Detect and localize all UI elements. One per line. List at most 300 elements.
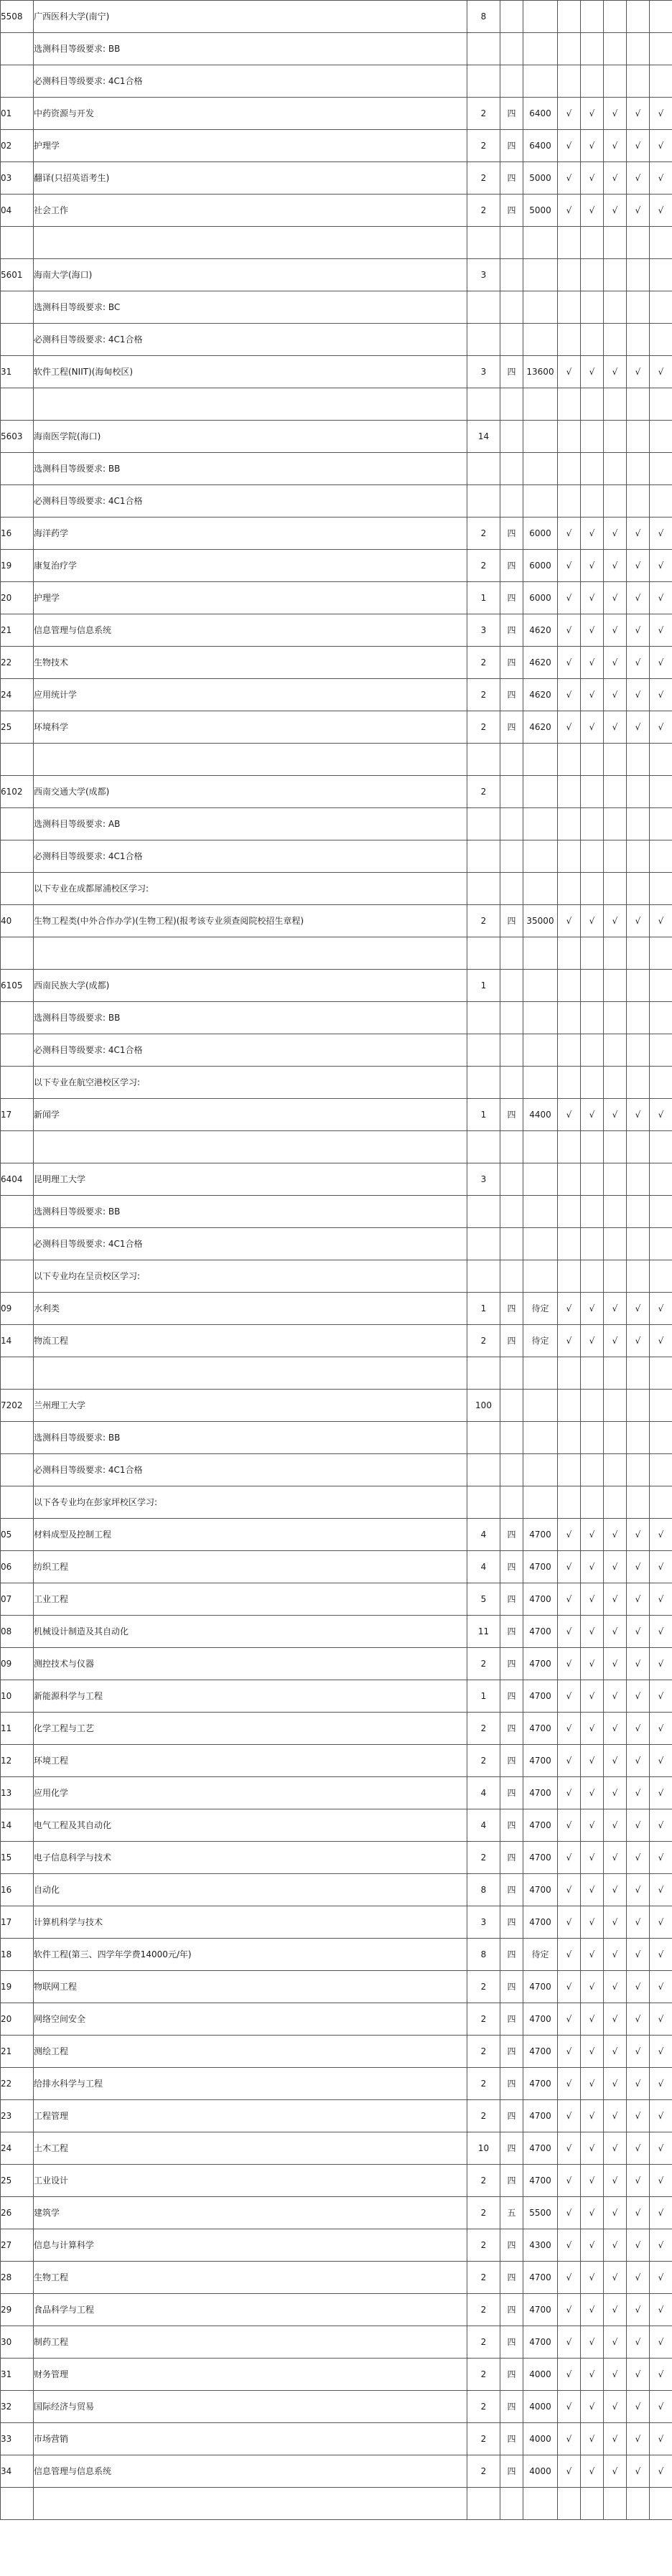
row-check-cell: √ [558, 711, 581, 744]
row-check-cell [650, 291, 672, 324]
row-check-cell: √ [650, 1745, 672, 1777]
table-row [1, 679, 672, 711]
row-check-cell: √ [627, 2326, 650, 2359]
row-check-cell [558, 808, 581, 840]
row-check-cell: √ [650, 195, 672, 227]
row-code-cell [1, 1196, 34, 1228]
row-check-cell: √ [650, 2165, 672, 2197]
table-row [1, 1777, 672, 1809]
row-plan-count-cell: 2 [467, 2294, 500, 2326]
row-plan-count-cell [467, 453, 500, 485]
row-check-cell: √ [604, 2197, 627, 2229]
row-name-cell: 新能源科学与工程 [34, 1680, 467, 1713]
table-row [1, 873, 672, 905]
row-check-cell: √ [558, 1971, 581, 2003]
row-plan-count-cell: 1 [467, 1293, 500, 1325]
row-check-cell [558, 1002, 581, 1034]
row-check-cell: √ [581, 2294, 604, 2326]
row-check-cell: √ [650, 1939, 672, 1971]
row-name-cell: 必测科目等级要求: 4C1合格 [34, 65, 467, 98]
row-name-cell: 西南民族大学(成都) [34, 970, 467, 1002]
row-check-cell [581, 1163, 604, 1196]
row-check-cell [604, 744, 627, 776]
row-check-cell: √ [558, 2197, 581, 2229]
row-check-cell [558, 1, 581, 33]
row-check-cell: √ [650, 1809, 672, 1842]
row-check-cell [627, 1422, 650, 1454]
row-check-cell: √ [581, 2455, 604, 2488]
row-check-cell: √ [650, 2423, 672, 2455]
row-years-cell: 四 [500, 1874, 523, 1906]
row-plan-count-cell [467, 1357, 500, 1390]
row-check-cell: √ [581, 1551, 604, 1583]
row-code-cell: 5603 [1, 421, 34, 453]
row-name-cell: 工业设计 [34, 2165, 467, 2197]
row-years-cell [500, 33, 523, 65]
row-plan-count-cell: 2 [467, 2326, 500, 2359]
row-check-cell: √ [604, 711, 627, 744]
row-fee-cell [523, 65, 558, 98]
row-name-cell: 市场营销 [34, 2423, 467, 2455]
table-row [1, 2326, 672, 2359]
row-check-cell [558, 1486, 581, 1519]
row-check-cell: √ [604, 1583, 627, 1616]
row-code-cell: 14 [1, 1809, 34, 1842]
row-code-cell: 17 [1, 1099, 34, 1131]
row-plan-count-cell [467, 937, 500, 970]
row-check-cell: √ [604, 679, 627, 711]
row-code-cell: 15 [1, 1842, 34, 1874]
row-check-cell: √ [604, 1906, 627, 1939]
table-row [1, 1131, 672, 1163]
row-years-cell [500, 1260, 523, 1293]
table-row [1, 33, 672, 65]
row-name-cell: 软件工程(NIIT)(海甸校区) [34, 356, 467, 388]
row-fee-cell [523, 259, 558, 291]
row-plan-count-cell: 2 [467, 1325, 500, 1357]
row-check-cell: √ [558, 614, 581, 647]
row-check-cell: √ [581, 1939, 604, 1971]
row-plan-count-cell: 2 [467, 1713, 500, 1745]
row-plan-count-cell [467, 1034, 500, 1067]
row-plan-count-cell: 4 [467, 1519, 500, 1551]
row-check-cell [558, 744, 581, 776]
row-years-cell: 四 [500, 1906, 523, 1939]
row-fee-cell [523, 227, 558, 259]
row-fee-cell: 4400 [523, 1099, 558, 1131]
row-fee-cell [523, 1034, 558, 1067]
row-check-cell [604, 1196, 627, 1228]
row-check-cell: √ [581, 1519, 604, 1551]
row-code-cell [1, 1067, 34, 1099]
row-fee-cell: 4000 [523, 2391, 558, 2423]
row-check-cell: √ [558, 130, 581, 162]
row-check-cell: √ [558, 905, 581, 937]
row-check-cell: √ [604, 1842, 627, 1874]
row-years-cell: 四 [500, 2100, 523, 2132]
row-check-cell [650, 1422, 672, 1454]
row-years-cell: 五 [500, 2197, 523, 2229]
row-check-cell: √ [581, 2132, 604, 2165]
row-check-cell [558, 840, 581, 873]
row-check-cell: √ [558, 1939, 581, 1971]
row-check-cell [627, 1034, 650, 1067]
row-check-cell [650, 33, 672, 65]
row-plan-count-cell: 2 [467, 1648, 500, 1680]
row-name-cell: 应用化学 [34, 1777, 467, 1809]
row-check-cell [650, 388, 672, 421]
row-fee-cell [523, 808, 558, 840]
row-check-cell [558, 1163, 581, 1196]
row-check-cell: √ [604, 1745, 627, 1777]
row-check-cell [604, 1163, 627, 1196]
row-check-cell: √ [627, 1906, 650, 1939]
row-code-cell [1, 227, 34, 259]
row-check-cell [627, 1163, 650, 1196]
table-row [1, 1454, 672, 1486]
row-name-cell [34, 744, 467, 776]
row-check-cell [604, 1067, 627, 1099]
row-code-cell [1, 388, 34, 421]
row-name-cell [34, 1131, 467, 1163]
row-check-cell: √ [650, 582, 672, 614]
row-check-cell: √ [650, 550, 672, 582]
row-code-cell: 21 [1, 2036, 34, 2068]
row-plan-count-cell: 1 [467, 1099, 500, 1131]
row-check-cell: √ [627, 1325, 650, 1357]
row-fee-cell: 6400 [523, 130, 558, 162]
row-fee-cell [523, 388, 558, 421]
table-row [1, 356, 672, 388]
row-check-cell: √ [604, 1616, 627, 1648]
row-fee-cell [523, 744, 558, 776]
row-check-cell: √ [650, 1713, 672, 1745]
row-code-cell: 22 [1, 2068, 34, 2100]
row-check-cell [581, 324, 604, 356]
row-code-cell [1, 808, 34, 840]
table-row [1, 1616, 672, 1648]
row-plan-count-cell: 2 [467, 2359, 500, 2391]
row-check-cell: √ [581, 98, 604, 130]
row-check-cell [581, 1, 604, 33]
row-check-cell: √ [604, 517, 627, 550]
row-check-cell [558, 1196, 581, 1228]
row-check-cell: √ [650, 2003, 672, 2036]
row-fee-cell [523, 2488, 558, 2520]
row-name-cell: 以下专业在航空港校区学习: [34, 1067, 467, 1099]
row-code-cell: 34 [1, 2455, 34, 2488]
row-code-cell: 24 [1, 679, 34, 711]
row-code-cell [1, 291, 34, 324]
row-plan-count-cell [467, 808, 500, 840]
row-check-cell: √ [604, 2391, 627, 2423]
table-row [1, 1486, 672, 1519]
row-check-cell: √ [558, 2100, 581, 2132]
row-fee-cell: 4700 [523, 2132, 558, 2165]
row-check-cell [558, 1454, 581, 1486]
row-name-cell: 海南大学(海口) [34, 259, 467, 291]
row-check-cell: √ [558, 1906, 581, 1939]
row-fee-cell [523, 1228, 558, 1260]
row-check-cell: √ [581, 195, 604, 227]
row-plan-count-cell: 3 [467, 259, 500, 291]
row-years-cell [500, 1196, 523, 1228]
row-check-cell [581, 259, 604, 291]
row-plan-count-cell: 2 [467, 711, 500, 744]
row-code-cell [1, 65, 34, 98]
row-check-cell [581, 1486, 604, 1519]
row-check-cell [558, 873, 581, 905]
row-check-cell [558, 453, 581, 485]
row-check-cell: √ [650, 1616, 672, 1648]
row-fee-cell: 4000 [523, 2423, 558, 2455]
row-check-cell [581, 776, 604, 808]
row-check-cell: √ [558, 2326, 581, 2359]
table-row [1, 195, 672, 227]
row-check-cell [604, 421, 627, 453]
row-check-cell: √ [558, 1809, 581, 1842]
row-check-cell: √ [581, 1325, 604, 1357]
row-check-cell: √ [558, 2165, 581, 2197]
row-code-cell: 19 [1, 1971, 34, 2003]
row-check-cell [650, 453, 672, 485]
row-plan-count-cell: 2 [467, 162, 500, 195]
row-check-cell [627, 1486, 650, 1519]
row-name-cell: 测控技术与仪器 [34, 1648, 467, 1680]
row-check-cell [650, 1486, 672, 1519]
row-years-cell: 四 [500, 711, 523, 744]
row-check-cell: √ [604, 1551, 627, 1583]
row-fee-cell: 4700 [523, 1842, 558, 1874]
row-check-cell: √ [650, 1842, 672, 1874]
row-name-cell: 环境工程 [34, 1745, 467, 1777]
row-years-cell [500, 1422, 523, 1454]
row-check-cell: √ [558, 679, 581, 711]
row-code-cell: 23 [1, 2100, 34, 2132]
row-check-cell [558, 33, 581, 65]
row-code-cell [1, 1131, 34, 1163]
row-check-cell: √ [604, 130, 627, 162]
row-years-cell: 四 [500, 1809, 523, 1842]
row-check-cell: √ [558, 1745, 581, 1777]
row-check-cell: √ [627, 905, 650, 937]
row-check-cell [650, 259, 672, 291]
row-fee-cell: 4700 [523, 1971, 558, 2003]
row-check-cell [604, 808, 627, 840]
row-fee-cell: 6000 [523, 517, 558, 550]
row-code-cell: 04 [1, 195, 34, 227]
row-check-cell: √ [627, 550, 650, 582]
row-name-cell: 选测科目等级要求: BB [34, 1422, 467, 1454]
table-row [1, 1713, 672, 1745]
row-check-cell [627, 970, 650, 1002]
row-check-cell: √ [650, 2391, 672, 2423]
table-row [1, 1551, 672, 1583]
row-check-cell [627, 840, 650, 873]
row-fee-cell: 4700 [523, 1906, 558, 1939]
row-check-cell [650, 1, 672, 33]
row-check-cell [604, 33, 627, 65]
row-fee-cell [523, 33, 558, 65]
row-check-cell [604, 291, 627, 324]
row-check-cell: √ [581, 1874, 604, 1906]
row-code-cell: 22 [1, 647, 34, 679]
row-check-cell: √ [558, 1842, 581, 1874]
row-check-cell [650, 1067, 672, 1099]
row-code-cell: 16 [1, 517, 34, 550]
row-check-cell: √ [558, 2423, 581, 2455]
row-years-cell: 四 [500, 2391, 523, 2423]
row-name-cell: 必测科目等级要求: 4C1合格 [34, 840, 467, 873]
row-check-cell [558, 485, 581, 517]
row-years-cell [500, 227, 523, 259]
row-check-cell: √ [604, 1648, 627, 1680]
row-plan-count-cell: 2 [467, 1745, 500, 1777]
row-code-cell [1, 324, 34, 356]
row-name-cell: 给排水科学与工程 [34, 2068, 467, 2100]
row-name-cell: 电子信息科学与技术 [34, 1842, 467, 1874]
row-check-cell: √ [604, 1713, 627, 1745]
row-years-cell [500, 1454, 523, 1486]
row-plan-count-cell [467, 33, 500, 65]
row-years-cell: 四 [500, 2165, 523, 2197]
row-check-cell: √ [604, 614, 627, 647]
row-plan-count-cell: 2 [467, 2229, 500, 2262]
row-fee-cell [523, 453, 558, 485]
row-plan-count-cell: 3 [467, 1906, 500, 1939]
row-check-cell: √ [627, 1874, 650, 1906]
row-code-cell: 05 [1, 1519, 34, 1551]
row-plan-count-cell: 4 [467, 1777, 500, 1809]
row-name-cell: 工程管理 [34, 2100, 467, 2132]
row-check-cell [604, 1357, 627, 1390]
table-row [1, 711, 672, 744]
row-check-cell: √ [627, 162, 650, 195]
row-plan-count-cell: 2 [467, 130, 500, 162]
row-plan-count-cell [467, 1260, 500, 1293]
row-check-cell [650, 1390, 672, 1422]
table-row [1, 1971, 672, 2003]
row-plan-count-cell: 14 [467, 421, 500, 453]
row-check-cell: √ [558, 1777, 581, 1809]
row-check-cell [627, 1454, 650, 1486]
row-check-cell: √ [581, 550, 604, 582]
table-row [1, 1357, 672, 1390]
row-years-cell: 四 [500, 2423, 523, 2455]
row-check-cell: √ [604, 1519, 627, 1551]
row-years-cell [500, 388, 523, 421]
row-check-cell: √ [581, 2229, 604, 2262]
table-row [1, 2229, 672, 2262]
row-code-cell: 01 [1, 98, 34, 130]
row-check-cell: √ [604, 550, 627, 582]
row-name-cell [34, 937, 467, 970]
row-fee-cell: 4700 [523, 1777, 558, 1809]
row-name-cell: 以下专业在成都犀浦校区学习: [34, 873, 467, 905]
table-row [1, 1583, 672, 1616]
row-years-cell [500, 808, 523, 840]
table-row [1, 2359, 672, 2391]
row-code-cell [1, 1228, 34, 1260]
row-check-cell: √ [604, 1325, 627, 1357]
row-check-cell: √ [581, 1099, 604, 1131]
row-code-cell: 02 [1, 130, 34, 162]
row-plan-count-cell: 2 [467, 195, 500, 227]
row-check-cell: √ [627, 2391, 650, 2423]
row-check-cell: √ [650, 679, 672, 711]
table-row [1, 2488, 672, 2520]
row-years-cell [500, 324, 523, 356]
table-row [1, 550, 672, 582]
row-check-cell [558, 65, 581, 98]
row-check-cell [581, 485, 604, 517]
row-code-cell [1, 1002, 34, 1034]
row-check-cell: √ [627, 1809, 650, 1842]
row-check-cell [604, 1454, 627, 1486]
row-check-cell: √ [627, 2262, 650, 2294]
row-check-cell: √ [558, 1551, 581, 1583]
row-check-cell: √ [558, 2294, 581, 2326]
row-years-cell: 四 [500, 2326, 523, 2359]
table-row [1, 2423, 672, 2455]
row-code-cell: 14 [1, 1325, 34, 1357]
table-row [1, 1519, 672, 1551]
row-check-cell: √ [627, 1777, 650, 1809]
row-check-cell: √ [581, 356, 604, 388]
row-check-cell: √ [604, 195, 627, 227]
row-check-cell: √ [581, 1777, 604, 1809]
row-check-cell: √ [650, 2455, 672, 2488]
row-check-cell [558, 388, 581, 421]
row-fee-cell: 4700 [523, 2003, 558, 2036]
row-plan-count-cell [467, 744, 500, 776]
row-code-cell: 6102 [1, 776, 34, 808]
row-check-cell [558, 259, 581, 291]
row-years-cell [500, 970, 523, 1002]
row-years-cell [500, 1131, 523, 1163]
row-check-cell: √ [627, 1648, 650, 1680]
table-row [1, 1293, 672, 1325]
table-row [1, 1163, 672, 1196]
row-check-cell [581, 1196, 604, 1228]
table-row [1, 517, 672, 550]
row-years-cell: 四 [500, 1939, 523, 1971]
row-check-cell: √ [581, 1809, 604, 1842]
row-check-cell [581, 873, 604, 905]
row-years-cell: 四 [500, 517, 523, 550]
row-check-cell: √ [650, 1971, 672, 2003]
row-check-cell [581, 2488, 604, 2520]
row-years-cell [500, 291, 523, 324]
row-check-cell: √ [581, 1616, 604, 1648]
row-check-cell [558, 291, 581, 324]
row-years-cell [500, 1067, 523, 1099]
row-check-cell: √ [650, 1325, 672, 1357]
row-years-cell: 四 [500, 2229, 523, 2262]
row-name-cell: 信息与计算科学 [34, 2229, 467, 2262]
row-plan-count-cell [467, 2488, 500, 2520]
row-check-cell [604, 1131, 627, 1163]
row-check-cell [558, 1034, 581, 1067]
row-fee-cell [523, 873, 558, 905]
row-name-cell: 材料成型及控制工程 [34, 1519, 467, 1551]
table-row [1, 324, 672, 356]
row-check-cell: √ [627, 2003, 650, 2036]
row-name-cell: 选测科目等级要求: BB [34, 1196, 467, 1228]
row-name-cell: 水利类 [34, 1293, 467, 1325]
row-check-cell: √ [558, 162, 581, 195]
row-fee-cell: 5500 [523, 2197, 558, 2229]
